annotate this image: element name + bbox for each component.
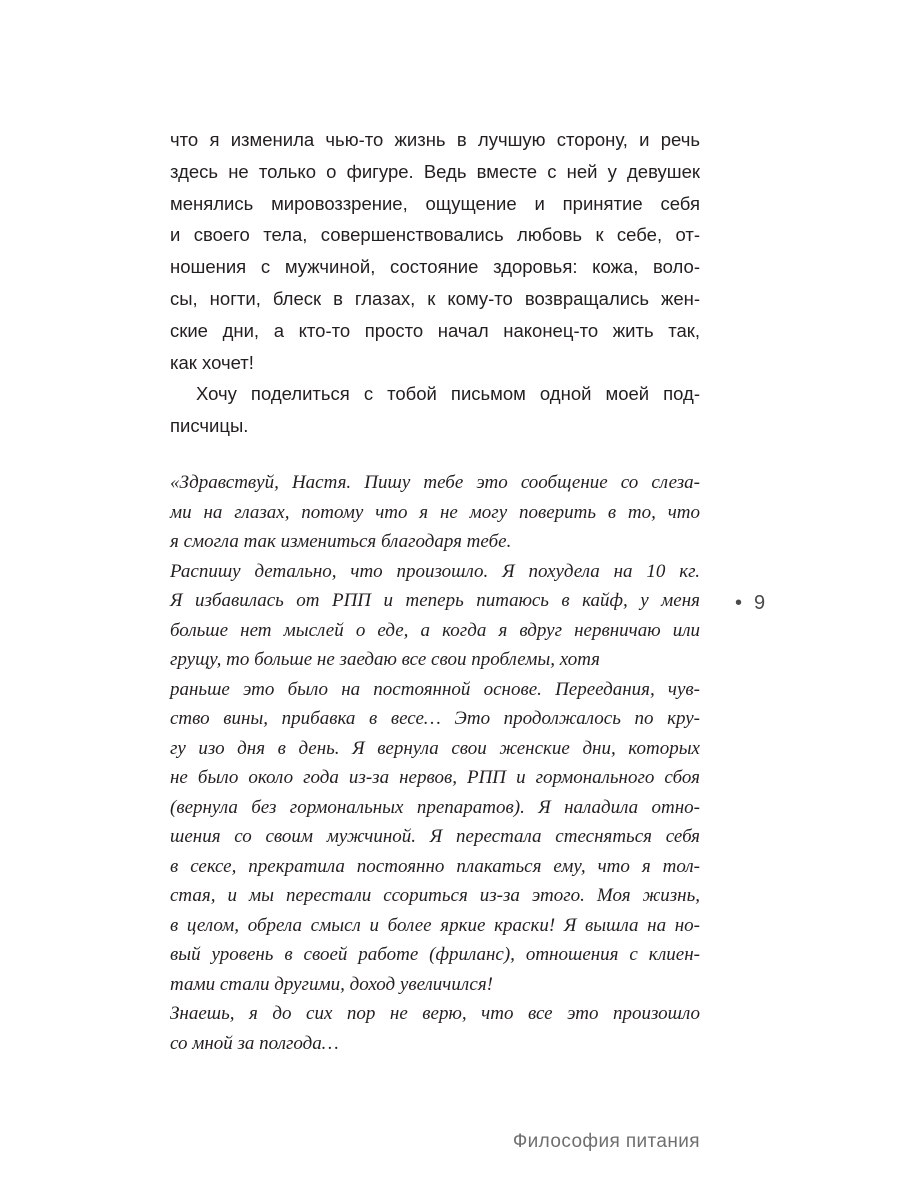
quote-line: Знаешь, я до сих пор не верю, что все это произошло (170, 1003, 700, 1024)
quote-line: в целом, обрела смысл и более яркие краски! Я вышла на но- (170, 914, 700, 936)
body-line: менялись мировоззрение, ощущение и принятие себя (170, 192, 700, 214)
page-number: 9 (754, 592, 766, 614)
quote-line: в сексе, прекратила постоянно плакаться ему, что я тол- (170, 855, 700, 877)
quote-line: ми на глазах, потому что я не могу поверить в то, что (170, 501, 700, 523)
running-footer: Философия питания (512, 1131, 700, 1152)
page-bullet: • (735, 592, 743, 614)
quote-line: Распишу детально, что произошло. Я похудела на 10 кг. (170, 560, 700, 582)
quote-block (170, 468, 700, 1058)
body-text (170, 124, 700, 442)
body-line: как хочет! (170, 351, 254, 373)
quote-line: раньше это было на постоянной основе. Переедания, чув- (170, 678, 700, 700)
body-line: здесь не только о фигуре. Ведь вместе с ней у девушек (170, 160, 700, 182)
quote-line: (вернула без гормональных препаратов). Я наладила отно- (170, 796, 700, 818)
quote-line: тами стали другими, доход увеличился! (170, 973, 493, 995)
quote-line: «Здравствуй, Настя. Пишу тебе это сообщение со слеза- (170, 472, 700, 493)
quote-line: вый уровень в своей работе (фриланс), отношения с клиен- (170, 944, 700, 965)
quote-line: грущу, то больше не заедаю все свои проблемы, хотя (170, 649, 601, 670)
quote-line: больше нет мыслей о еде, а когда я вдруг нервничаю или (170, 619, 700, 641)
quote-line: стая, и мы перестали ссориться из-за этого. Моя жизнь, (170, 885, 700, 906)
page-marker (735, 589, 765, 617)
body-line: сы, ногти, блеск в глазах, к кому-то возвращались жен- (170, 287, 700, 309)
body-line: и своего тела, совершенствовались любовь к себе, от- (170, 224, 700, 246)
quote-line: я смогла так измениться благодаря тебе. (170, 531, 512, 552)
body-line: Хочу поделиться с тобой письмом одной моей под- (196, 383, 700, 405)
quote-line: ство вины, прибавка в весе… Это продолжалось по кру- (170, 708, 700, 729)
quote-line: шения со своим мужчиной. Я перестала стесняться себя (170, 826, 700, 847)
quote-line: гу изо дня в день. Я вернула свои женские дни, которых (170, 737, 700, 759)
quote-line: не было около года из-за нервов, РПП и гормонального сбоя (170, 767, 700, 788)
quote-line: Я избавилась от РПП и теперь питаюсь в кайф, у меня (170, 590, 700, 611)
body-line: ношения с мужчиной, состояние здоровья: кожа, воло- (170, 256, 700, 278)
body-line: писчицы. (170, 415, 249, 437)
quote-line: со мной за полгода… (170, 1032, 339, 1054)
body-line: ские дни, а кто-то просто начал наконец-то жить так, (170, 319, 700, 341)
body-line: что я изменила чью-то жизнь в лучшую сторону, и речь (170, 129, 700, 150)
